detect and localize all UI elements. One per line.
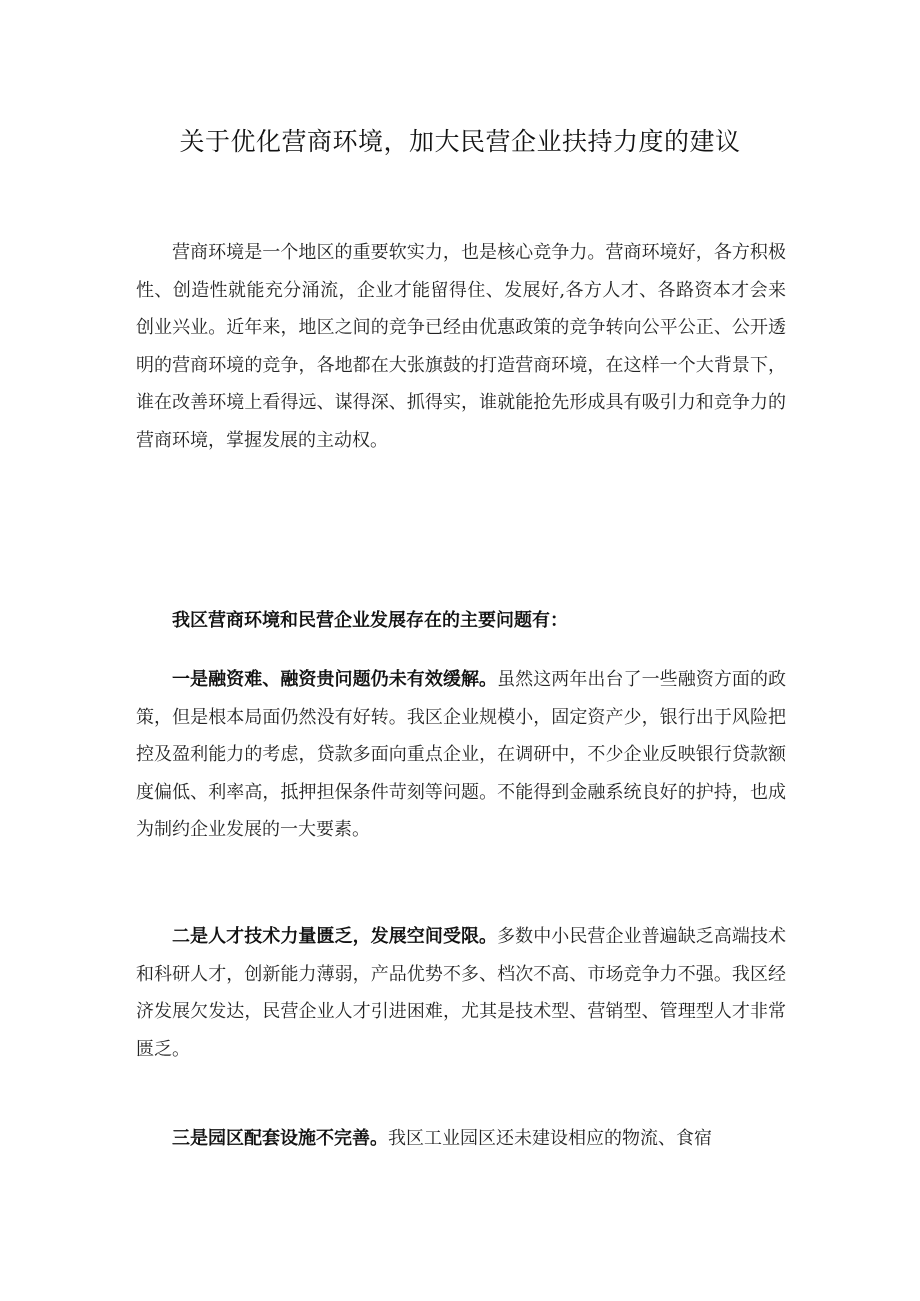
problems-heading [136, 602, 786, 640]
problem-3-lead: 三是园区配套设施不完善。 [172, 1128, 388, 1149]
problem-2-paragraph [136, 918, 786, 1068]
problem-3-paragraph [136, 1120, 786, 1158]
intro-paragraph-text: 营商环境是一个地区的重要软实力，也是核心竞争力。营商环境好，各方积极性、创造性就能充分涌流，企业才能留得住、发展好,各方人才、各路资本才会来创业兴业。近年来，地区之间的竞争已经由优惠政策的竞争转向公平公正、公开透明的营商环境的竞争，各地都在大张旗鼓的打造营商环境，在这样一个大背景下，谁在改善环境上看得远、谋得深、抓得实，谁就能抢先形成具有吸引力和竞争力的营商环境，掌握发展的主动权。 [136, 242, 786, 451]
problem-2-lead: 二是人才技术力量匮乏，发展空间受限。 [172, 926, 498, 947]
problem-3-text: 我区工业园区还未建设相应的物流、食宿 [388, 1128, 712, 1149]
problem-1-paragraph [136, 661, 786, 849]
intro-paragraph [136, 234, 786, 460]
problems-heading-text: 我区营商环境和民营企业发展存在的主要问题有： [172, 610, 568, 631]
problem-2-text: 多数中小民营企业普遍缺乏高端技术和科研人才，创新能力薄弱，产品优势不多、档次不高、市场竞争力不强。我区经济发展欠发达，民营企业人才引进困难，尤其是技术型、营销型、管理型人才非常匮乏。 [136, 926, 787, 1060]
document-title: 关于优化营商环境，加大民营企业扶持力度的建议 [179, 127, 741, 156]
problem-1-lead: 一是融资难、融资贵问题仍未有效缓解。 [172, 669, 498, 690]
problem-1-text: 虽然这两年出台了一些融资方面的政策，但是根本局面仍然没有好转。我区企业规模小，固定资产少，银行出于风险把控及盈利能力的考虑，贷款多面向重点企业，在调研中，不少企业反映银行贷款额度偏低、利率高，抵押担保条件苛刻等问题。不能得到金融系统良好的护持，也成为制约企业发展的一大要素。 [136, 669, 787, 841]
